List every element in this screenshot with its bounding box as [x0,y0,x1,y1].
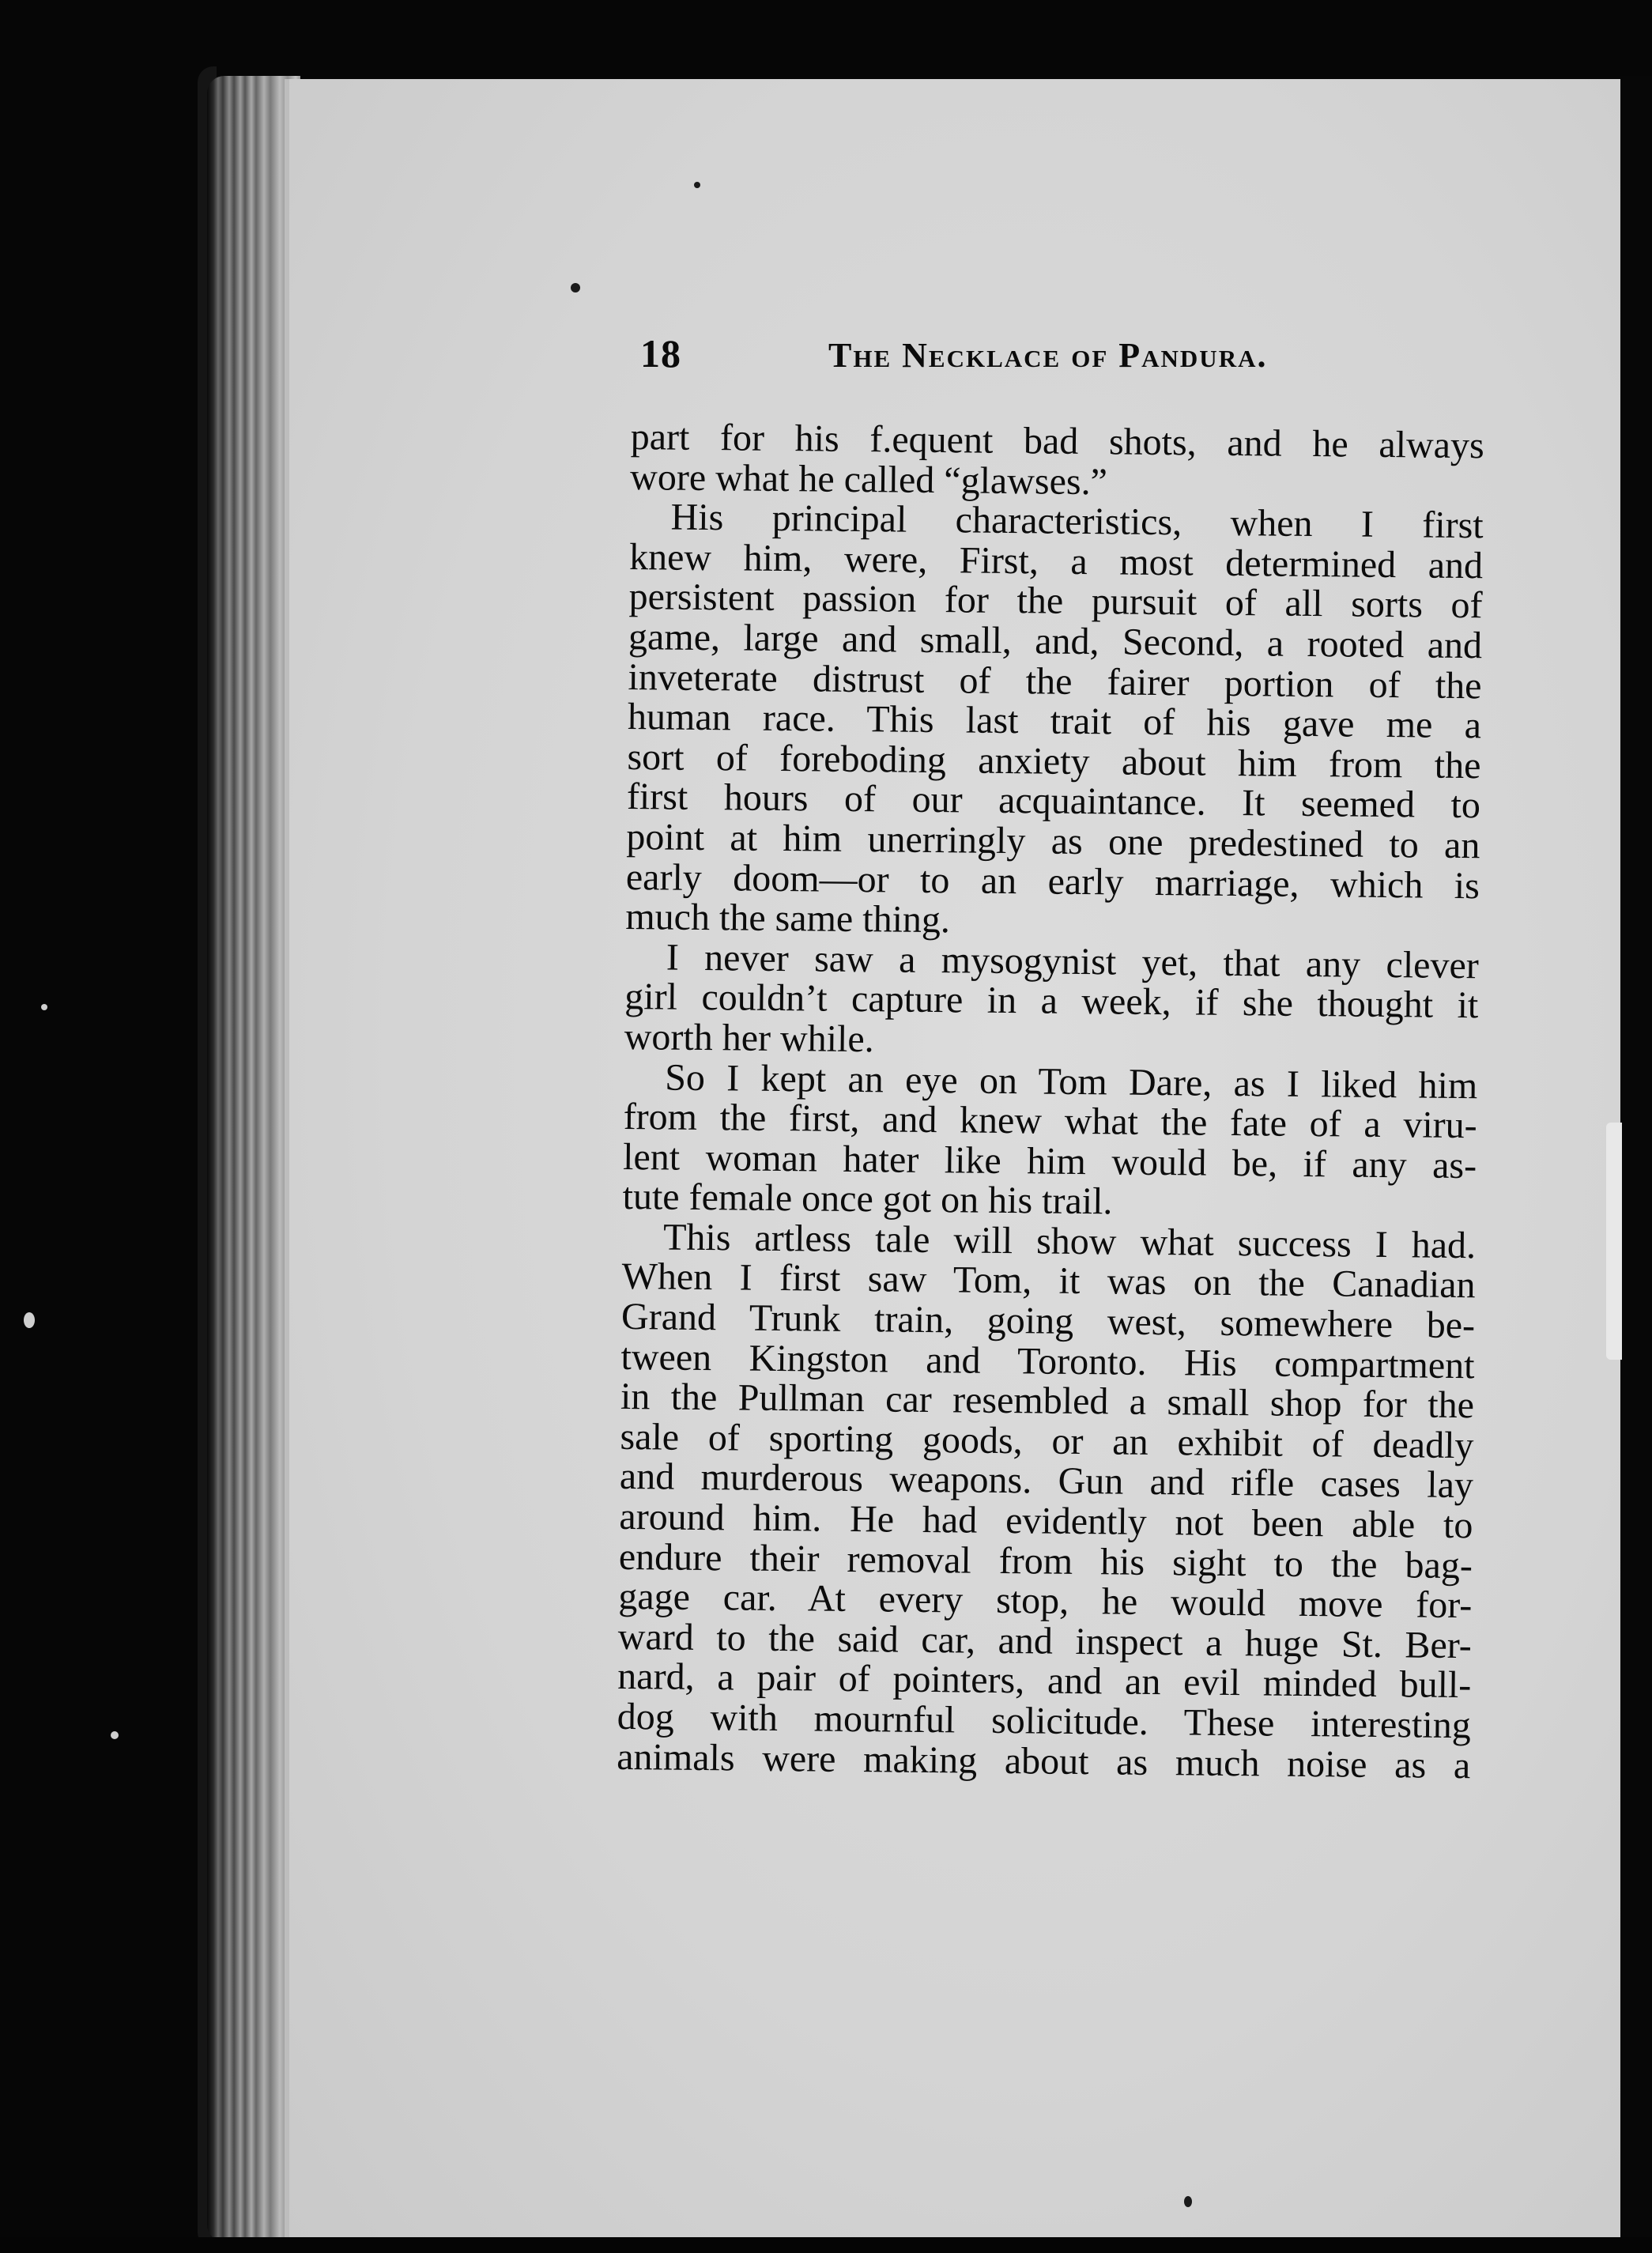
body-text [617,417,1484,1786]
text-line: first hours of our acquaintance. It seemed to [626,776,1481,827]
text-line: lent woman hater like him would be, if any as- [622,1135,1477,1187]
dust-speck [24,1312,35,1328]
text-line: much the same thing. [625,896,951,942]
text-line: So I kept an eye on Tom Dare, as I liked him [664,1056,1478,1107]
text-line: I never saw a mysogynist yet, that any clever [666,936,1480,987]
text-line: knew him, were, First, a most determined and [628,535,1484,587]
text-line: girl couldn’t capture in a week, if she thought it [624,976,1479,1027]
scan-border-bottom [0,2237,1652,2253]
text-line: This artless tale will show what success I had. [662,1216,1477,1267]
scan-border-right [1620,76,1652,2253]
text-line: early doom—or to an early marriage, which is [625,855,1480,907]
text-line: dog with mournful solicitude. These interesting [617,1695,1472,1747]
text-line: gage car. At every stop, he would move for- [618,1576,1473,1627]
text-line: tween Kingston and Toronto. His compartment [620,1335,1475,1387]
dust-speck [41,1004,47,1010]
text-line: from the first, and knew what the fate of a viru- [623,1096,1477,1147]
text-line: persistent passion for the pursuit of all sorts of [628,576,1483,627]
text-line: When I first saw Tom, it was on the Canadian [621,1255,1476,1307]
text-line: around him. He had evidently not been able to [619,1495,1473,1547]
text-line: inveterate distrust of the fairer portion of the [628,655,1482,707]
text-line: ward to the said car, and inspect a huge St. Ber- [617,1615,1473,1667]
text-line: human race. This last trait of his gave me a [627,696,1482,747]
dust-speck [1184,2196,1192,2207]
text-line: sort of foreboding anxiety about him from the [627,735,1481,787]
text-line: His principal characteristics, when I first [670,496,1484,547]
text-line: wore what he called “glawses.” [629,455,1108,503]
text-line: animals were making about as much noise as a [616,1735,1471,1787]
text-line: part for his f.equent bad shots, and he always [630,416,1484,467]
dust-speck [571,283,580,292]
running-title: The Necklace of Pandura. [828,336,1268,375]
text-line: nard, a pair of pointers, and an evil minded bull- [617,1655,1472,1707]
page-number: 18 [640,331,681,376]
dust-speck [111,1731,119,1739]
running-head [640,330,1352,402]
page-edge-highlight [1606,1123,1622,1360]
dust-speck [694,182,700,188]
text-line: endure their removal from his sight to the bag- [618,1535,1473,1587]
text-line: game, large and small, and, Second, a rooted and [628,615,1483,667]
text-line: in the Pullman car resembled a small shop for the [620,1376,1475,1427]
text-line: tute female once got on his trail. [622,1176,1113,1223]
text-line: Grand Trunk train, going west, somewhere be- [620,1296,1476,1347]
text-line: and murderous weapons. Gun and rifle cases lay [619,1455,1474,1507]
text-line: point at him unerringly as one predestined to an [626,815,1480,867]
text-line: sale of sporting goods, or an exhibit of deadly [620,1415,1474,1467]
text-line: worth her while. [624,1015,874,1061]
